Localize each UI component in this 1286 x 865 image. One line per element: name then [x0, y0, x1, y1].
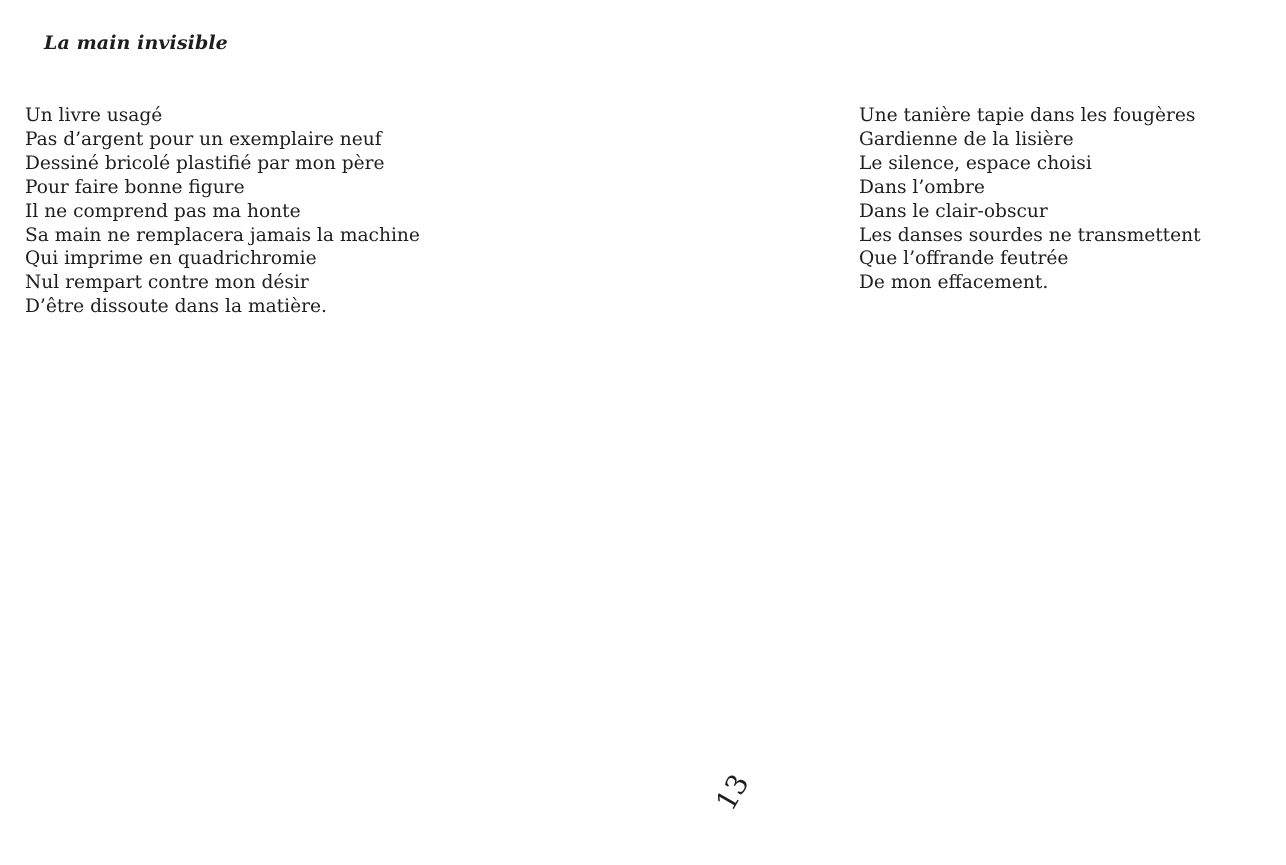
poem-line: Une tanière tapie dans les fougères [859, 105, 1196, 126]
poem-line: Pour faire bonne figure [25, 176, 245, 198]
poem-title: La main invisible [44, 32, 228, 54]
page-number: 13 [708, 768, 756, 816]
poem-right [859, 104, 1201, 295]
poem-line: Dans le clair-obscur [859, 200, 1048, 222]
poem-line: Pas d’argent pour un exemplaire neuf [25, 128, 382, 150]
poem-line: Dessiné bricolé plastifié par mon père [25, 152, 385, 174]
poem-line: Nul rempart contre mon désir [25, 272, 309, 294]
poem-line: De mon effacement. [859, 272, 1049, 294]
poem-line: Le silence, espace choisi [859, 152, 1092, 174]
poem-line: Dans l’ombre [859, 176, 985, 198]
poem-line: Les danses sourdes ne transmettent [859, 224, 1201, 246]
poem-line: Gardienne de la lisière [859, 128, 1074, 150]
poem-line: Qui imprime en quadrichromie [25, 248, 317, 270]
poem-left [25, 104, 420, 319]
poem-line: Que l’offrande feutrée [859, 248, 1069, 270]
poem-line: Il ne comprend pas ma honte [25, 200, 301, 222]
poem-line: D’être dissoute dans la matière. [25, 296, 327, 318]
poem-line: Un livre usagé [25, 105, 163, 126]
poem-line: Sa main ne remplacera jamais la machine [25, 224, 420, 246]
